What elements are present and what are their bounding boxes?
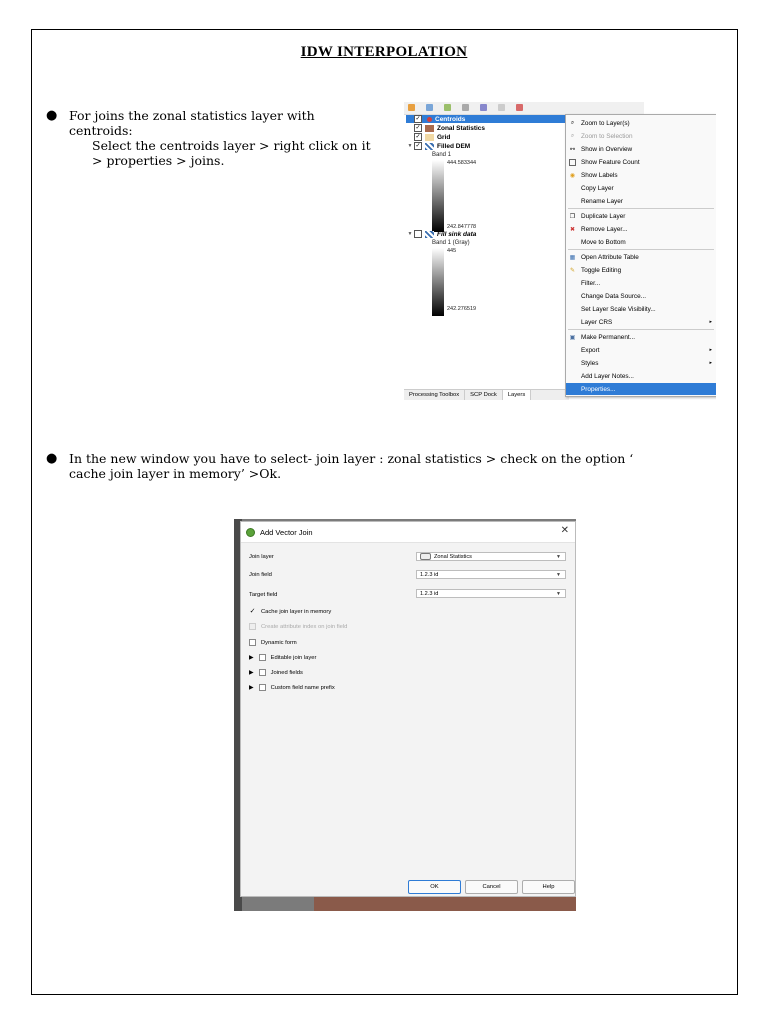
menu-styles[interactable]: Styles ▸ bbox=[581, 359, 712, 367]
raster-icon bbox=[425, 143, 434, 150]
bullet-line: In the new window you have to select- join layer : zonal statistics > check on the option ‘ bbox=[69, 451, 634, 466]
menu-export[interactable]: Export ▸ bbox=[581, 346, 712, 354]
tab-processing-toolbox[interactable]: Processing Toolbox bbox=[404, 390, 465, 400]
expand-arrow-icon[interactable]: ▶ bbox=[249, 655, 254, 661]
chevron-down-icon: ▼ bbox=[556, 571, 561, 578]
bullet-subline: Select the centroids layer > right click on it bbox=[92, 138, 371, 153]
dock-tabs bbox=[404, 389, 569, 400]
layer-row-grid[interactable] bbox=[406, 133, 450, 141]
toolbar-filter-legend-icon[interactable] bbox=[462, 104, 469, 111]
layers-context-menu-screenshot bbox=[404, 102, 716, 400]
menu-copy-layer[interactable]: Copy Layer bbox=[581, 184, 614, 192]
layer-row-filled-dem[interactable] bbox=[406, 142, 470, 150]
dialog-title: Add Vector Join bbox=[260, 527, 313, 537]
target-field-select[interactable]: 1.2.3 id ▼ bbox=[416, 589, 566, 598]
expand-arrow-icon[interactable]: ▶ bbox=[249, 670, 254, 676]
layer-name: Grid bbox=[437, 133, 451, 141]
menu-remove-layer[interactable]: ✖ Remove Layer... bbox=[569, 225, 628, 233]
close-icon[interactable]: ✕ bbox=[560, 525, 569, 536]
polygon-layer-icon bbox=[420, 553, 431, 560]
menu-rename-layer[interactable]: Rename Layer bbox=[581, 197, 623, 205]
joined-fields-group[interactable]: ▶ Joined fields bbox=[249, 669, 303, 676]
pencil-icon: ✎ bbox=[569, 267, 576, 274]
save-icon: ▣ bbox=[569, 334, 576, 341]
zoom-selection-icon: ⌕ bbox=[570, 132, 575, 139]
menu-set-scale-visibility[interactable]: Set Layer Scale Visibility... bbox=[581, 305, 656, 313]
menu-filter[interactable]: Filter... bbox=[581, 279, 601, 287]
duplicate-icon: ❐ bbox=[569, 213, 576, 220]
cancel-button[interactable]: Cancel bbox=[465, 880, 518, 894]
field-prefix-group[interactable]: ▶ Custom field name prefix bbox=[249, 684, 335, 691]
band-label: Band 1 (Gray) bbox=[432, 240, 470, 246]
layer-context-menu bbox=[565, 114, 716, 397]
zoom-icon: ⌕ bbox=[570, 119, 575, 126]
toolbar-collapse-icon[interactable] bbox=[498, 104, 505, 111]
menu-change-data-source[interactable]: Change Data Source... bbox=[581, 292, 647, 300]
help-button[interactable]: Help bbox=[522, 880, 575, 894]
toolbar-style-icon[interactable] bbox=[408, 104, 415, 111]
menu-duplicate-layer[interactable]: ❐ Duplicate Layer bbox=[569, 212, 626, 220]
band-label: Band 1 bbox=[432, 152, 452, 158]
overview-icon: ⚯ bbox=[569, 146, 576, 153]
menu-separator bbox=[568, 208, 714, 209]
legend-min: 242.276519 bbox=[447, 306, 477, 312]
expand-arrow-icon[interactable]: ▼ bbox=[407, 231, 413, 237]
menu-zoom-to-selection[interactable]: ⌕ Zoom to Selection bbox=[566, 130, 716, 142]
legend-max: 445 bbox=[447, 248, 457, 254]
raster-icon bbox=[425, 231, 434, 238]
bullet-line: cache join layer in memory’ >Ok. bbox=[69, 466, 282, 481]
join-layer-select[interactable]: Zonal Statistics ▼ bbox=[416, 552, 566, 561]
join-field-select[interactable]: 1.2.3 id ▼ bbox=[416, 570, 566, 579]
raster-gradient bbox=[432, 160, 444, 232]
menu-open-attribute-table[interactable]: ▦ Open Attribute Table bbox=[569, 253, 639, 261]
layer-row-fill-sink[interactable] bbox=[406, 230, 476, 238]
menu-properties[interactable]: Properties... bbox=[566, 383, 716, 395]
toolbar-expand-icon[interactable] bbox=[480, 104, 487, 111]
toolbar-filter-icon[interactable] bbox=[444, 104, 451, 111]
document-title: IDW INTERPOLATION bbox=[300, 44, 468, 60]
menu-add-layer-notes[interactable]: Add Layer Notes... bbox=[581, 372, 634, 380]
menu-make-permanent[interactable]: ▣ Make Permanent... bbox=[569, 333, 635, 341]
ok-button[interactable]: OK bbox=[408, 880, 461, 894]
raster-gradient bbox=[432, 248, 444, 316]
expand-arrow-icon[interactable]: ▼ bbox=[407, 143, 413, 149]
dynamic-form-checkbox[interactable]: Dynamic form bbox=[249, 639, 297, 646]
menu-zoom-to-layer[interactable]: ⌕ Zoom to Layer(s) bbox=[566, 117, 716, 129]
bullet-subline: > properties > joins. bbox=[92, 153, 225, 168]
checkbox-icon bbox=[568, 159, 577, 166]
layer-row-zonal-statistics[interactable] bbox=[406, 124, 485, 132]
polygon-symbol-icon bbox=[425, 125, 434, 132]
checkbox-icon[interactable]: ✓ bbox=[415, 125, 421, 131]
bullet-dot-icon: ● bbox=[46, 451, 58, 466]
bullet-joins bbox=[46, 108, 386, 168]
layer-name: Fill sink data bbox=[437, 230, 477, 238]
join-field-label: Join field bbox=[249, 572, 272, 578]
legend-max: 444.583344 bbox=[447, 160, 477, 166]
join-layer-label: Join layer bbox=[249, 554, 274, 560]
chevron-down-icon: ▼ bbox=[556, 553, 561, 560]
remove-icon: ✖ bbox=[569, 226, 576, 233]
menu-show-feature-count[interactable]: Show Feature Count bbox=[566, 156, 716, 168]
checkbox-icon[interactable] bbox=[414, 230, 422, 238]
editable-join-layer-group[interactable]: ▶ Editable join layer bbox=[249, 654, 317, 661]
labels-icon: ◉ bbox=[569, 172, 576, 179]
tab-scp-dock[interactable]: SCP Dock bbox=[465, 390, 503, 400]
target-field-label: Target field bbox=[249, 592, 278, 598]
add-vector-join-dialog bbox=[240, 521, 576, 897]
chevron-down-icon: ▼ bbox=[556, 590, 561, 597]
menu-layer-crs[interactable]: Layer CRS ▸ bbox=[581, 318, 712, 326]
menu-separator bbox=[568, 249, 714, 250]
submenu-arrow-icon: ▸ bbox=[709, 347, 712, 353]
layer-row-centroids[interactable] bbox=[406, 115, 566, 123]
checkbox-icon[interactable]: ✓ bbox=[415, 143, 421, 149]
toolbar-remove-icon[interactable] bbox=[516, 104, 523, 111]
checkbox-icon[interactable]: ✓ bbox=[415, 116, 421, 122]
legend-min: 242.847778 bbox=[447, 224, 477, 230]
bullet-dot-icon: ● bbox=[46, 108, 58, 123]
polygon-symbol-icon bbox=[425, 134, 434, 141]
layer-name: Centroids bbox=[435, 115, 466, 123]
menu-show-labels[interactable]: ◉ Show Labels bbox=[569, 171, 618, 179]
bullet-new-window bbox=[46, 451, 706, 481]
submenu-arrow-icon: ▸ bbox=[709, 360, 712, 366]
point-symbol-icon bbox=[427, 117, 432, 122]
qgis-logo-icon bbox=[246, 528, 255, 537]
layer-name: Zonal Statistics bbox=[437, 124, 486, 132]
tab-layers[interactable]: Layers bbox=[503, 390, 531, 400]
menu-toggle-editing[interactable]: ✎ Toggle Editing bbox=[569, 266, 622, 274]
submenu-arrow-icon: ▸ bbox=[709, 319, 712, 325]
layers-tree bbox=[404, 115, 569, 390]
table-icon: ▦ bbox=[569, 254, 576, 261]
menu-show-in-overview[interactable]: ⚯ Show in Overview bbox=[569, 145, 633, 153]
checkbox-icon[interactable]: ✓ bbox=[415, 134, 421, 140]
attribute-index-checkbox[interactable]: Create attribute index on join field bbox=[249, 623, 347, 630]
expand-arrow-icon[interactable]: ▶ bbox=[249, 685, 254, 691]
layer-name: Filled DEM bbox=[437, 142, 471, 150]
dialog-titlebar bbox=[241, 522, 575, 543]
bullet-line: For joins the zonal statistics layer with bbox=[69, 108, 315, 123]
bullet-line: centroids: bbox=[69, 123, 133, 138]
checkmark-icon: ✓ bbox=[249, 608, 256, 615]
menu-separator bbox=[568, 329, 714, 330]
menu-move-to-bottom[interactable]: Move to Bottom bbox=[581, 238, 626, 246]
cache-join-layer-checkbox[interactable]: ✓ Cache join layer in memory bbox=[249, 608, 332, 615]
add-vector-join-screenshot bbox=[234, 519, 576, 911]
toolbar-add-group-icon[interactable] bbox=[426, 104, 433, 111]
